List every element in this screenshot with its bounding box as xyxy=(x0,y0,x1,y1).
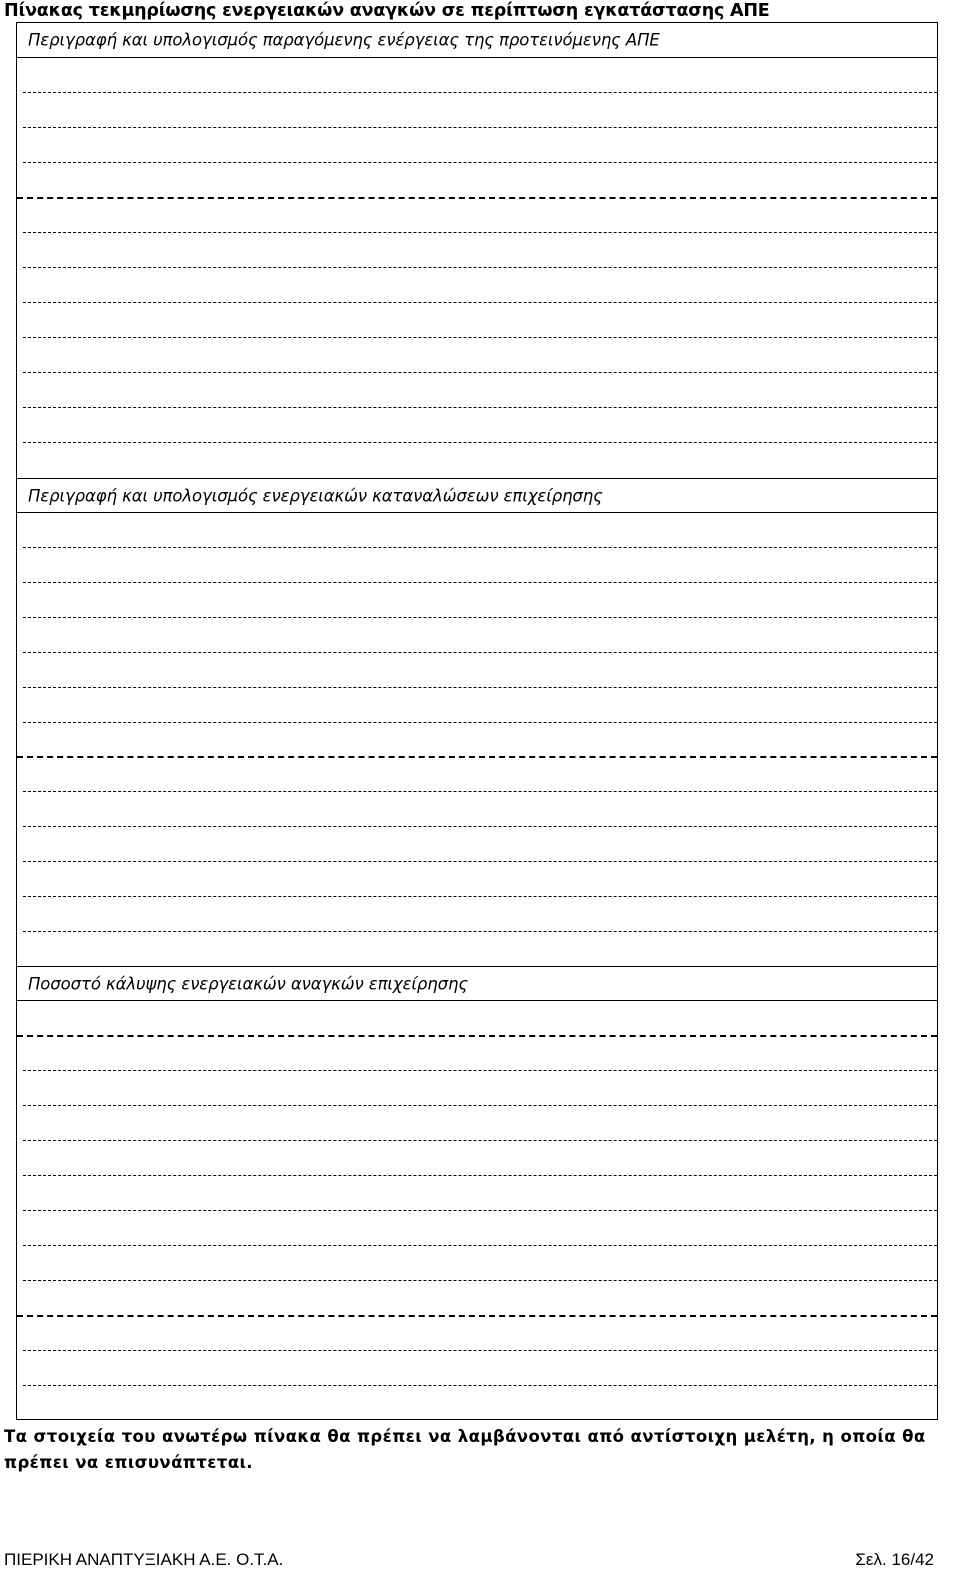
fill-line xyxy=(23,407,937,408)
fill-line xyxy=(23,337,937,338)
fill-line xyxy=(23,442,937,443)
fill-line xyxy=(23,1245,937,1246)
fill-line xyxy=(23,162,937,163)
fill-line xyxy=(23,1105,937,1106)
attachment-note: Τα στοιχεία του ανωτέρω πίνακα θα πρέπει να λαμβάνονται από αντίστοιχη μελέτη, η οποία θα πρέπει να επισυνάπτεται. xyxy=(4,1427,926,1472)
fill-line xyxy=(23,1385,937,1386)
fill-line xyxy=(23,1350,937,1351)
fill-line xyxy=(23,722,937,723)
footer-organization: ΠΙΕΡΙΚΗ ΑΝΑΠΤΥΞΙΑΚΗ Α.Ε. Ο.Τ.Α. xyxy=(4,1550,284,1569)
document-title: Πίνακας τεκμηρίωσης ενεργειακών αναγκών σε περίπτωση εγκατάστασης ΑΠΕ xyxy=(4,1,770,21)
fill-line xyxy=(23,372,937,373)
fill-line xyxy=(23,1280,937,1281)
fill-line xyxy=(23,617,937,618)
fill-line xyxy=(23,1140,937,1141)
fill-line xyxy=(23,791,937,792)
footer-page-number: Σελ. 16/42 xyxy=(855,1550,934,1569)
fill-line xyxy=(23,267,937,268)
section-header-energy-consumption xyxy=(17,478,937,513)
fill-line xyxy=(17,756,937,758)
fill-line xyxy=(23,931,937,932)
fill-line xyxy=(23,1175,937,1176)
fill-line xyxy=(23,302,937,303)
section-header-produced-energy xyxy=(17,23,937,58)
fill-line xyxy=(23,1070,937,1071)
fill-line xyxy=(23,127,937,128)
fill-line xyxy=(17,197,937,199)
fill-line xyxy=(23,232,937,233)
section-header-label: Περιγραφή και υπολογισμός παραγόμενης ενέργειας της προτεινόμενης ΑΠΕ xyxy=(28,30,660,50)
energy-needs-table xyxy=(16,22,938,1420)
section-header-coverage-percentage xyxy=(17,966,937,1001)
section-header-label: Ποσοστό κάλυψης ενεργειακών αναγκών επιχείρησης xyxy=(28,974,468,993)
fill-line xyxy=(23,547,937,548)
fill-line xyxy=(23,582,937,583)
fill-line xyxy=(23,826,937,827)
fill-line xyxy=(23,92,937,93)
fill-line xyxy=(17,1035,937,1037)
fill-line xyxy=(23,652,937,653)
fill-line xyxy=(17,1315,937,1317)
fill-line xyxy=(23,687,937,688)
fill-line xyxy=(23,896,937,897)
fill-line xyxy=(23,861,937,862)
fill-line xyxy=(23,1210,937,1211)
section-header-label: Περιγραφή και υπολογισμός ενεργειακών καταναλώσεων επιχείρησης xyxy=(28,486,603,505)
